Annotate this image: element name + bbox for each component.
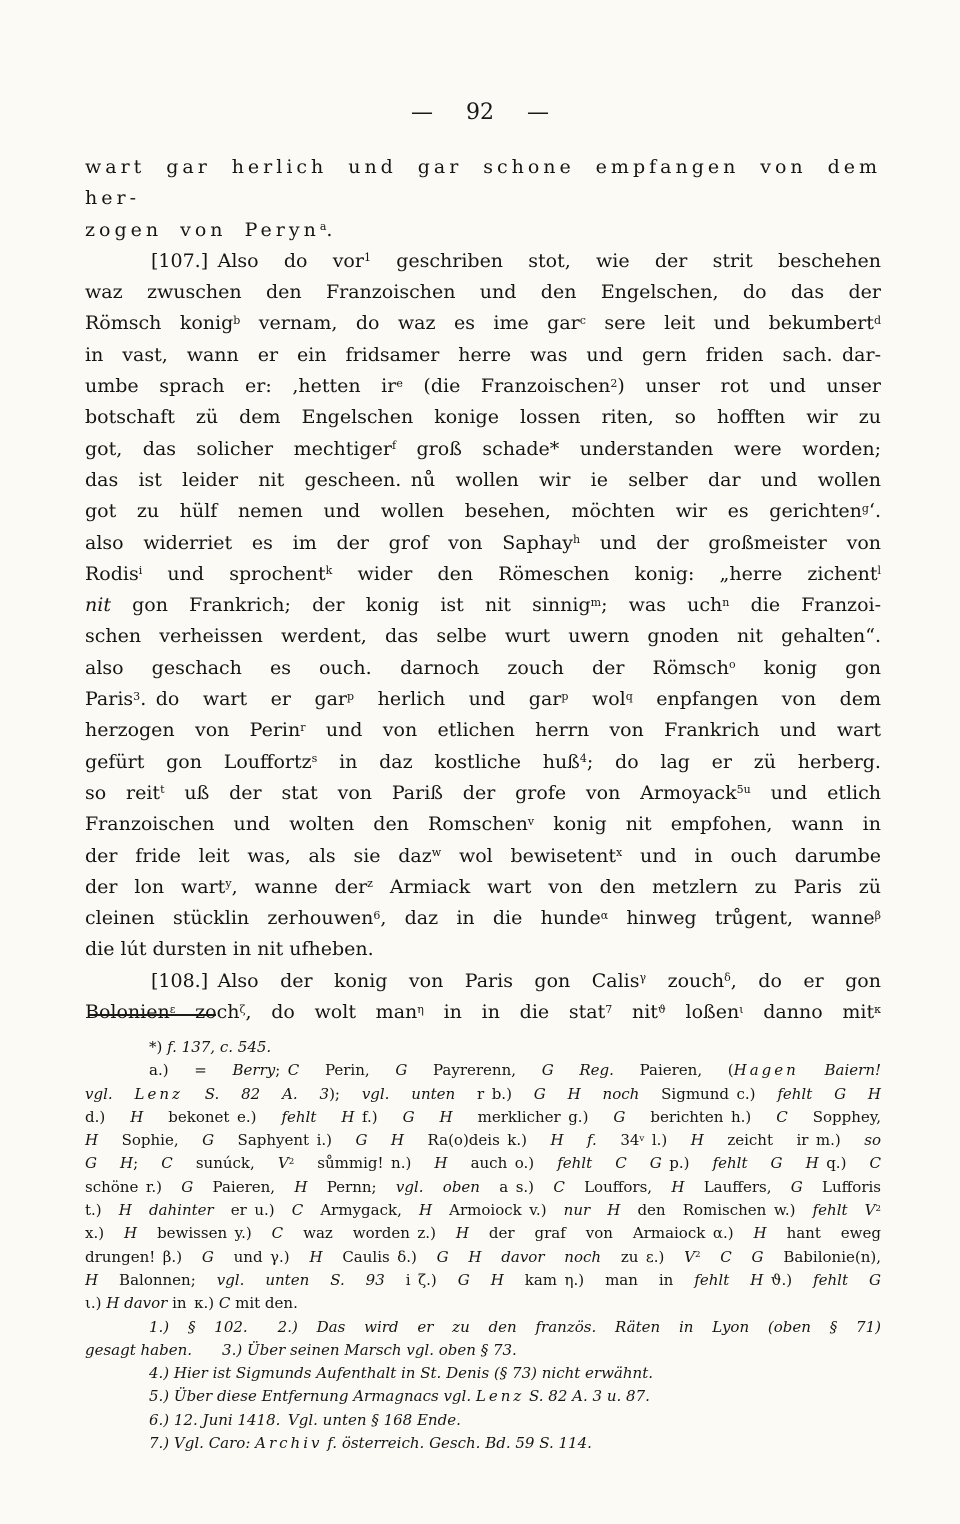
text-line: cleinen stücklin zerhouwen$^6$, daz in die hunde$^\alpha$ hinweg trůgent, wanne$^\beta$ (85, 907, 881, 930)
text-line: der fride leit was, als sie daz$^w$ wol bewisetent$^x$ und in ouch darumbe (85, 844, 881, 867)
footnote-line: t.) H dahinter er u.) C Armygack, H Armoiock v.) nur H den Romischen w.) fehlt $V^2$ (85, 1201, 882, 1220)
text-line: schen verheissen werdent, das selbe wurt uwern gnoden nit gehalten“. (85, 625, 881, 648)
footnote-line: d.) H bekonet e.) fehlt H f.) G H merklicher g.) G berichten h.) C Sopphey, (85, 1107, 882, 1126)
text-line: Franzoischen und wolten den Romschen$^v$ konig nit empfohen, wann in (85, 813, 881, 836)
text-line: umbe sprach er: ‚hetten $ir^e$ (die Franzoischen$^2$) unser rot und unser (85, 375, 881, 398)
text-line: got zu hülf nemen und wollen besehen, möchten wir es gerichten$^g$‘. (85, 500, 881, 523)
footnote-line: 4.) Hier ist Sigmunds Aufenthalt in St. Denis (§ 73) nicht erwähnt. (149, 1364, 653, 1383)
page-number: — 92 — (411, 100, 549, 125)
footnote-line: 1.) § 102. 2.) Das wird er zu den französ. Räten in Lyon (oben § 71) (149, 1317, 881, 1336)
text-line: [107.] Also do vor$^1$ geschriben stot, wie der strit beschehen (151, 249, 881, 272)
main-text-block (85, 152, 881, 1028)
text-line: die lút dursten in nit ufheben. (85, 938, 374, 961)
footnote-line: 7.) Vgl. Caro: Archiv f. österreich. Gesch. Bd. 59 S. 114. (149, 1434, 592, 1453)
footnote-separator (88, 1014, 216, 1016)
footnote-line: x.) H bewissen y.) C waz worden z.) H der graf von Armaiock α.) H hant eweg (85, 1224, 881, 1243)
footnote-line: G H; C sunúck, $V^2$ sůmmig! n.) H auch o.) fehlt C G p.) fehlt G H q.) C (85, 1154, 881, 1173)
text-line: zogen von Peryn$^a$. (85, 218, 337, 241)
text-line: so reit$^t$ uß der stat von Pariß der grofe von Armoyack$^{5u}$ und etlich (85, 781, 881, 804)
footnote-line: *) f. 137, c. 545. (149, 1038, 272, 1056)
footnote-line: drungen! β.) G und γ.) H Caulis δ.) G H davor noch zu ε.) $V^2$ C G Babilonie(n), (85, 1247, 882, 1266)
text-line: got, das solicher mechtiger$^f$ groß schade* understanden were worden; (85, 437, 882, 460)
text-line: waz zwuschen den Franzoischen und den Engelschen, do das der (85, 281, 881, 304)
text-line: nit gon Frankrich; der konig ist nit sinnig$^m$; was uch$^n$ die Franzoi- (85, 594, 882, 617)
text-line: Paris$^3$. do wart er gar$^p$ herlich und gar$^p$ wol$^q$ enpfangen von dem (85, 688, 881, 711)
text-line: in vast, wann er ein fridsamer herre was und gern friden sach. dar- (85, 343, 881, 366)
footnotes-block (85, 1036, 881, 1455)
text-line: Bolonien$^\varepsilon$ zoch$^\zeta$, do wolt man$^\eta$ in in die stat$^7$ nit$^ϑ$ loßen$^\iota$ danno mit$^\kappa$ (85, 1001, 881, 1024)
text-line: Rodis$^i$ und sprochent$^k$ wider den Römeschen konig: „herre zichent$^l$ (85, 562, 881, 585)
text-line: also geschach es ouch. darnoch zouch der Römsch$^o$ konig gon (85, 656, 881, 679)
footnote-line: H Balonnen; vgl. unten S. 93 i ζ.) G H kam η.) man in fehlt H ϑ.) fehlt G (85, 1270, 881, 1289)
footnote-line: gesagt haben. 3.) Über seinen Marsch vgl. oben § 73. (85, 1340, 517, 1359)
footnote-line: 6.) 12. Juni 1418. Vgl. unten § 168 Ende. (149, 1410, 461, 1429)
text-line: also widerriet es im der grof von Saphay$^h$ und der großmeister von (85, 531, 881, 554)
footnote-line: H Sophie, G Saphyent i.) G H Ra(o)deis k.) H f. 34$^v$ l.) H zeicht ir m.) so (85, 1131, 881, 1150)
footnote-line: schöne r.) G Paieren, H Pernn; vgl. oben a s.) C Louffors, H Lauffers, G Lufforis (85, 1177, 881, 1196)
text-line: das ist leider nit gescheen. nů wollen wir ie selber dar und wollen (85, 468, 881, 491)
text-line: gefürt gon Louffortz$^s$ in daz kostliche huß$^4$; do lag er zü herberg. (85, 750, 881, 773)
text-line: Römsch konig$^b$ vernam, do waz es ime gar$^c$ sere leit und bekumbert$^d$ (85, 312, 882, 335)
footnote-line: ι.) H davor in κ.) C mit den. (85, 1294, 298, 1313)
footnote-line: a.) = Berry; C Perin, G Payrerenn, G Reg. Paieren, (Hagen Baiern! (149, 1061, 882, 1080)
text-line: [108.] Also der konig von Paris gon Calis$^\gamma$ zouch$^\delta$, do er gon (151, 969, 881, 992)
footnote-line: 5.) Über diese Entfernung Armagnacs vgl. Lenz S. 82 A. 3 u. 87. (149, 1387, 650, 1406)
text-line: wart gar herlich und gar schone empfangen von dem her- (85, 156, 881, 210)
footnote-line: vgl. Lenz S. 82 A. 3); vgl. unten r b.) G H noch Sigmund c.) fehlt G H (85, 1084, 882, 1103)
text-line: der lon wart$^y$, wanne der$^z$ Armiack wart von den metzlern zu Paris zü (85, 875, 881, 898)
text-line: herzogen von Perin$^r$ und von etlichen herrn von Frankrich und wart (85, 719, 882, 742)
text-line: botschaft zü dem Engelschen konige lossen riten, so hofften wir zu (85, 406, 881, 429)
